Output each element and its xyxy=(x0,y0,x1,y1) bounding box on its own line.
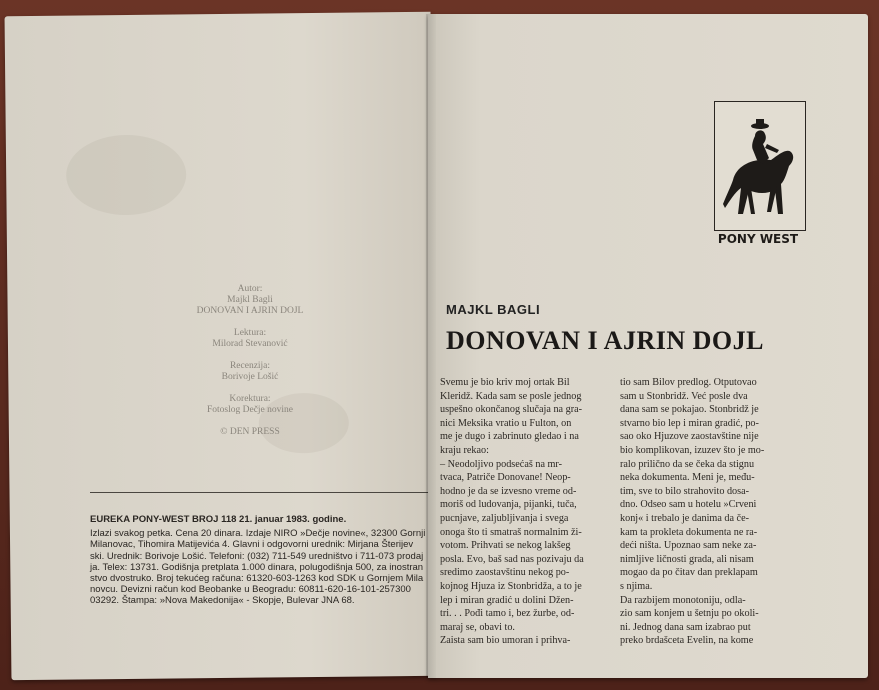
book-title: DONOVAN I AJRIN DOJL xyxy=(446,326,764,355)
text-line: nimljive ličnosti grada, ali nisam xyxy=(620,553,754,565)
text-line: onoga što ti smatraš normalnim ži- xyxy=(440,526,582,538)
text-column-1 xyxy=(440,376,610,648)
credit-value: Fotoslog Dečje novine xyxy=(206,405,293,415)
text-line: Da razbijem monotoniju, odla- xyxy=(620,594,746,606)
imprint-line: Izlazi svakog petka. Cena 20 dinara. Izdaje NIRO »Dečje novine«, 32300 Gornji xyxy=(90,528,426,540)
imprint-line: Milanovac, Tihomira Matijevića 4. Glavni i odgovorni urednik: Mirjana Šterijev xyxy=(90,539,414,551)
text-line: sredimo zaostavštinu nekog po- xyxy=(440,567,570,579)
text-line: kam ta prokleta dokumenta ne ra- xyxy=(620,526,758,538)
rider-on-horse-icon xyxy=(715,102,805,230)
text-line: – Neodoljivo podsećaš na mr- xyxy=(440,458,563,470)
imprint-line: stvo dvostruko. Broj tekućeg računa: 61320-603-1263 kod SDK u Gornjem Mila xyxy=(90,573,424,585)
credit-book-title: DONOVAN I AJRIN DOJL xyxy=(196,306,304,316)
imprint-line: novcu. Devizni račun kod Beobanke u Beogradu: 60811-620-16-101-257300 xyxy=(90,584,411,596)
author-name: MAJKL BAGLI xyxy=(446,302,541,317)
text-line: mogao da po čitav dan preklapam xyxy=(620,567,758,579)
copyright-notice: © DEN PRESS xyxy=(220,427,280,437)
text-line: ralo prilično da se čeka da stignu xyxy=(620,458,755,470)
divider-rule xyxy=(90,492,428,493)
text-line: tri. . . Pođi tamo i, bez žurbe, od- xyxy=(440,608,575,620)
text-line: stvarno bio lep i miran gradić, po- xyxy=(620,417,759,429)
text-line: votom. Prihvati se nekog lakšeg xyxy=(440,540,571,552)
credit-editing xyxy=(180,328,320,350)
text-line: me je dugo i zabrinuto gledao i na xyxy=(440,431,579,443)
credit-label: Korektura: xyxy=(229,394,271,404)
text-line: Svemu je bio kriv moj ortak Bil xyxy=(440,377,570,388)
credit-label: Autor: xyxy=(237,284,263,294)
text-line: bio komplikovan, izuzev što je mo- xyxy=(620,444,765,456)
text-line: moriš od ludovanja, pijanki, tuča, xyxy=(440,499,577,511)
text-line: s njima. xyxy=(620,580,653,592)
imprint-line: ski. Urednik: Borivoje Lošić. Telefoni: (032) 711-549 uredništvo i 711-073 prodaj xyxy=(90,550,424,562)
text-line: zio sam konjem u šetnju po okoli- xyxy=(620,608,759,620)
imprint-line: ja. Telex: 13731. Godišnja pretplata 1.000 dinara, polugodišnja 500, za inostran xyxy=(90,561,424,573)
text-line: Zaista sam bio umoran i prihva- xyxy=(440,635,571,647)
text-line: posla. Evo, baš sad nas pozivaju da xyxy=(440,553,584,565)
text-line: dno. Odseo sam u hotelu »Crveni xyxy=(620,499,757,511)
credit-value: Majkl Bagli xyxy=(227,295,273,305)
paper-stain xyxy=(66,134,187,215)
text-line: lep i miran gradić u dolini Džen- xyxy=(440,594,574,606)
credit-label: Lektura: xyxy=(233,328,267,338)
text-line: maraj se, obavi to. xyxy=(440,621,515,633)
imprint-heading: EUREKA PONY-WEST BROJ 118 21. januar 1983. godine. xyxy=(90,514,347,525)
text-line: neka dokumenta. Meni je, među- xyxy=(620,472,755,484)
text-line: nici Meksika vratio u Fulton, on xyxy=(440,417,572,429)
text-line: sam u Stonbridž. Već posle dva xyxy=(620,390,748,402)
text-line: sao oko Hjuzove zaostavštine nije xyxy=(620,431,759,443)
text-line: ni. Jednog dana sam izabrao put xyxy=(620,621,751,633)
text-line: konj« i trebalo je danima da če- xyxy=(620,512,749,524)
book-gutter xyxy=(426,14,436,678)
text-line: tio sam Bilov predlog. Otputovao xyxy=(620,377,757,388)
text-line: Kleridž. Kada sam se posle jednog xyxy=(440,390,582,402)
imprint-line: 03292. Štampa: »Nova Makedonija« - Skopje, Bulevar JNA 68. xyxy=(90,595,355,607)
text-line: kraju rekao: xyxy=(440,444,489,456)
text-line: kojnog Hjuza iz Stonbridža, a to je xyxy=(440,580,582,592)
text-line: pucnjave, zaljubljivanja i svega xyxy=(440,512,569,524)
credit-author xyxy=(180,284,320,317)
credit-label: Recenzija: xyxy=(229,361,271,371)
imprint-block xyxy=(90,514,436,607)
text-column-2 xyxy=(620,376,790,648)
text-line: hodno je da se izvesno vreme od- xyxy=(440,485,577,497)
pony-west-logo xyxy=(714,101,806,231)
text-line: uspešno okončanog slučaja na gra- xyxy=(440,404,583,416)
text-line: dana sam se pokajao. Stonbridž je xyxy=(620,404,759,416)
credits-block xyxy=(180,284,320,438)
credit-value: Milorad Stevanović xyxy=(212,339,288,349)
text-line: tim, sve to bilo strahovito dosa- xyxy=(620,485,750,497)
text-line: deći ništa. Upoznao sam neke za- xyxy=(620,540,757,552)
credit-value: Borivoje Lošić xyxy=(221,372,279,382)
pony-west-logo-text: PONY WEST xyxy=(717,232,799,246)
text-line: tvaca, Patriče Donovane! Neop- xyxy=(440,472,571,484)
credit-proofreading xyxy=(180,394,320,416)
credit-review xyxy=(180,361,320,383)
text-line: preko brdašceta Evelin, na kome xyxy=(620,635,754,647)
